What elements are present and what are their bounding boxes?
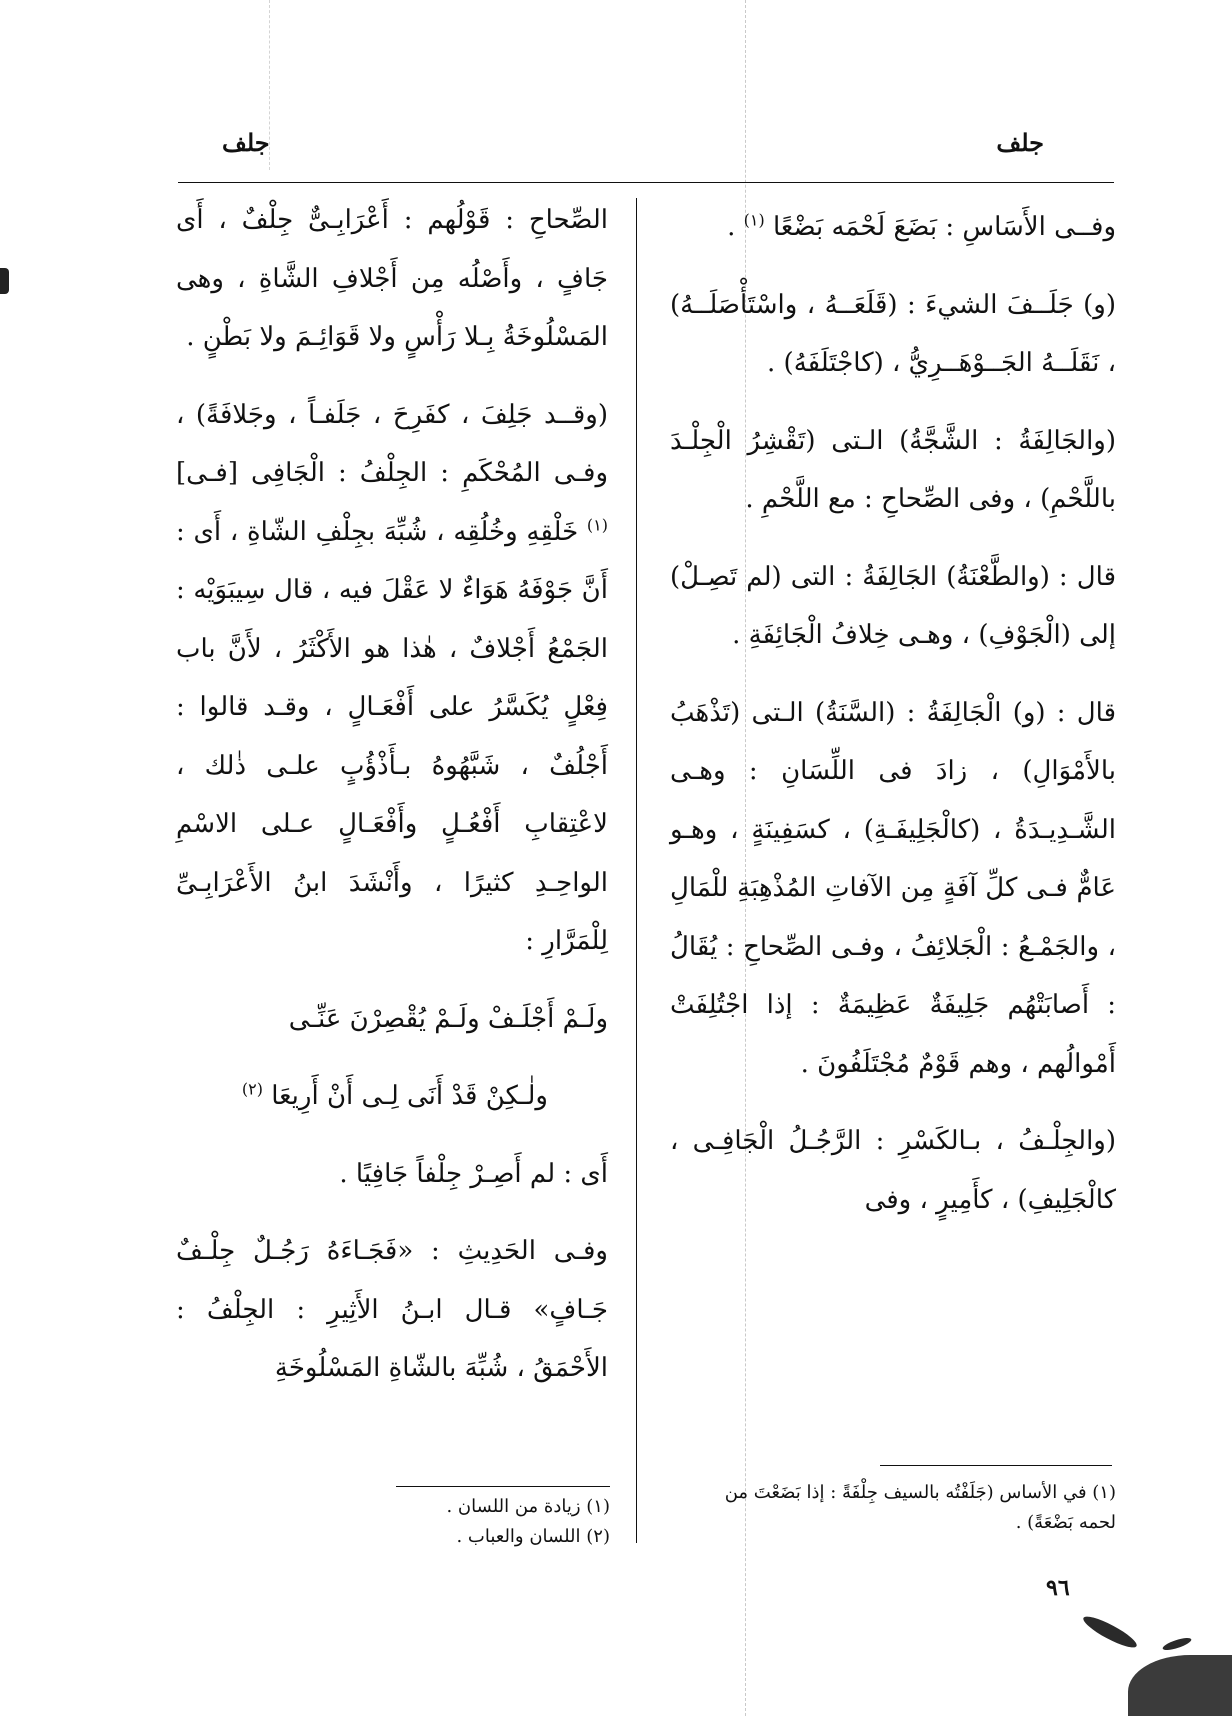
footnote: (١) زيادة من اللسان .: [446, 1496, 610, 1517]
verse-line: ولَـمْ أَجْلَـفْ ولَـمْ يُقْصِرْنَ عَنِّـى: [288, 1003, 608, 1034]
paragraph: وفـى الحَدِيثِ : «فَجَـاءَهُ رَجُـلٌ جِلْـفٌ جَـافٍ» قـال ابـنُ الأَثِيرِ : الجِلْفُ : الأَحْمَقُ ، شُبِّهَ بالشّاةِ المَسْلُوخَةِ: [176, 1236, 608, 1383]
footnotes-left: [300, 1492, 610, 1552]
scan-smudge: [1161, 1636, 1192, 1653]
paragraph-text: خَلْقِهِ وخُلُقِه ، شُبِّهَ بجِلْفِ الشّاةِ ، أَى : أَنَّ جَوْفَهُ هَوَاءٌ لا عَقْلَ فيه ، قال سِيبَوَيْه : الجَمْعُ أَجْلافٌ ، هٰذا هو الأَكْثَرُ ، لأَنَّ باب فِعْلٍ يُكَسَّرُ على أَفْعَـالٍ ، وقـد قالوا : أَجْلُفٌ ، شَبَّهُوهُ بـأَذْؤُبٍ علـى ذٰلك ، لاعْتِقابِ أَفْعُـلٍ وأَفْعَـالٍ عـلى الاسْمِ الواحِـدِ كثيرًا ، وأَنْشَدَ ابنُ الأَعْرَابِـىِّ لِلْمَرَّارِ :: [176, 516, 608, 956]
footnote: (١) في الأساس (جَلَفْتُه بالسيف جِلْفَةً : إذا بَضَعْتَ من لحمه بَضْعَةً) .: [724, 1482, 1116, 1533]
right-column: [670, 198, 1116, 1248]
footnotes-right: [690, 1478, 1116, 1538]
paragraph: (و) جَلَــفَ الشيءَ : (قَلَعَــهُ ، واسْتَأْصَلَــهُ) ، نَقَلَــهُ الجَــوْهَــرِيُّ ، (كاجْتَلَفَهُ) .: [670, 289, 1116, 378]
paragraph: (والجَالِفَةُ : الشَّجَّةُ) الـتى (تَقْشِرُ الْجِلْـدَ باللَّحْمِ) ، وفى الصِّحاحِ : مع اللَّحْمِ .: [670, 425, 1116, 514]
paragraph-text: (وقــد جَلِفَ ، كفَرِحَ ، جَلَفـاً ، وجَلافَةً) ، وفـى المُحْكَمِ : الجِلْفُ : الْجَافِى [فـى]: [176, 399, 608, 488]
footnote-ref: (٢): [241, 1079, 263, 1099]
paragraph: وفــى الأَسَاسِ : بَضَعَ لَحْمَه بَضْعًا $^{(١)}$ .: [727, 210, 1116, 242]
paragraph-text: وفــى الأَسَاسِ : بَضَعَ لَحْمَه بَضْعًا: [772, 212, 1116, 242]
paragraph: [176, 386, 608, 971]
paragraph: الصِّحاحِ : قَوْلُهم : أَعْرَابِـىٌّ جِلْفٌ ، أَى جَافٍ ، وأَصْلُه مِن أَجْلافِ الشَّاةِ ، وهى المَسْلُوخَةُ بِـلا رَأْسٍ ولا قَوَائِـمَ ولا بَطْنٍ .: [176, 205, 608, 352]
footnote-ref: (١): [586, 514, 609, 534]
footnote-separator: [396, 1486, 610, 1487]
verse-line: [176, 1067, 608, 1126]
header-keyword-left: جلف: [222, 128, 270, 157]
verse-text: ولٰـكِنْ قَدْ أَنَى لِـى أَنْ أَرِيعَا: [271, 1081, 548, 1111]
footnote-ref: (١): [743, 210, 765, 230]
paragraph: قال : (والطَّعْنَةُ) الجَالِفَةُ : التى (لم تَصِـلْ) إلى (الْجَوْفِ) ، وهـى خِلافُ الْجَائِفَةِ .: [670, 561, 1116, 650]
paragraph: أَى : لم أَصِـرْ جِلْفاً جَافِيًا .: [339, 1158, 608, 1189]
footnote: (٢) اللسان والعباب .: [456, 1526, 610, 1547]
page-number: ٩٦: [1046, 1575, 1070, 1601]
column-divider: [636, 198, 637, 1543]
paragraph: (والجِلْـفُ ، بـالكَسْرِ : الرَّجُـلُ الْجَافِـى ، كالْجَلِيفِ) ، كأَمِيرٍ ، وفى: [670, 1126, 1116, 1215]
header-rule: [178, 182, 1114, 183]
scan-smudge: [1128, 1655, 1232, 1716]
left-column: [176, 191, 608, 1417]
scan-smudge: [1080, 1612, 1140, 1653]
footnote-separator: [880, 1465, 1112, 1466]
header-keyword-right: جلف: [996, 128, 1044, 157]
paragraph: قال : (و) الْجَالِفَةُ : (السَّنَةُ) الـتى (تَذْهَبُ بالأَمْوَالِ) ، زادَ فى اللِّسَانِ : وهـى الشَّـدِيـدَةُ ، (كالْجَلِيفَـةِ) ، كسَفِينَةٍ ، وهـو عَامٌّ فـى كلِّ آفَةٍ مِن الآفاتِ المُذْهِبَةِ للْمَالِ ، والجَمْـعُ : الْجَلائِفُ ، وفـى الصِّحاحِ : يُقَالُ : أَصابَتْهُم جَلِيفَةٌ عَظِيمَةٌ : إذا اجْتُلِفَتْ أَمْوالُهم ، وهم قَوْمٌ مُجْتَلَفُونَ .: [670, 697, 1116, 1079]
scan-edge-mark: [0, 268, 9, 294]
